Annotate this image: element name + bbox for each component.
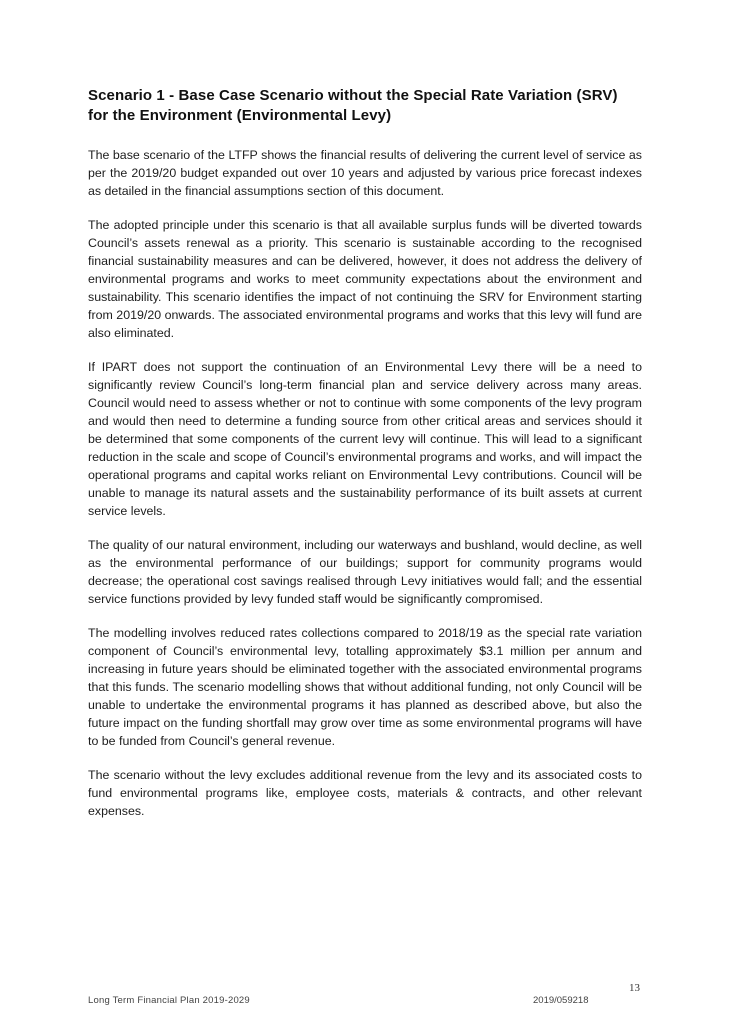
main-content bbox=[88, 86, 642, 820]
paragraph-adopted-principle: The adopted principle under this scenario is that all available surplus funds will be diverted towards Council’s assets renewal as a priority. This scenario is sustainable according to the recognised financial sustainability measures and can be delivered, however, it does not address the delivery of environmental programs and works to meet community expectations about the environment and sustainability. This scenario identifies the impact of not continuing the SRV for Environment starting from 2019/20 onwards. The associated environmental programs and works that this levy will fund are also eliminated. bbox=[88, 218, 642, 340]
paragraph-base-scenario: The base scenario of the LTFP shows the financial results of delivering the current level of service as per the 2019/20 budget expanded out over 10 years and adjusted by various price forecast indexes as detailed in the financial assumptions section of this document. bbox=[88, 148, 642, 198]
paragraph-ipart-support: If IPART does not support the continuation of an Environmental Levy there will be a need to significantly review Council’s long-term financial plan and service delivery across many areas. Council would need to assess whether or not to continue with some components of the levy program and would then need to determine a funding source from other critical areas and services should it be determined that some components of the current levy will continue. This will lead to a significant reduction in the scale and scope of Council’s environmental programs and works, and will impact the operational programs and capital works reliant on Environmental Levy contributions. Council will be unable to manage its natural assets and the sustainability performance of its built assets at current service levels. bbox=[88, 360, 642, 518]
paragraph-environment-quality: The quality of our natural environment, including our waterways and bushland, would decline, as well as the environmental performance of our buildings; support for community programs would decrease; the operational cost savings realised through Levy initiatives would fall; and the essential service functions provided by levy funded staff would be significantly compromised. bbox=[88, 538, 642, 606]
paragraph-modelling: The modelling involves reduced rates collections compared to 2018/19 as the special rate variation component of Council’s environmental levy, totalling approximately $3.1 million per annum and increasing in future years should be eliminated together with the associated environmental programs that this funds. The scenario modelling shows that without additional funding, not only Council will be unable to undertake the environmental programs it has planned as described above, but also the future impact on the funding shortfall may grow over time as some environmental programs will have to be funded from Council’s general revenue. bbox=[88, 626, 642, 748]
footer-document-title: Long Term Financial Plan 2019-2029 bbox=[88, 995, 250, 1006]
footer-reference-number: 2019/059218 bbox=[533, 995, 589, 1006]
section-heading: Scenario 1 - Base Case Scenario without the Special Rate Variation (SRV) for the Environment (Environmental Levy) bbox=[88, 87, 618, 124]
page-number: 13 bbox=[629, 982, 640, 994]
paragraph-levy-exclusion: The scenario without the levy excludes additional revenue from the levy and its associated costs to fund environmental programs like, employee costs, materials & contracts, and other relevant expenses. bbox=[88, 768, 642, 818]
